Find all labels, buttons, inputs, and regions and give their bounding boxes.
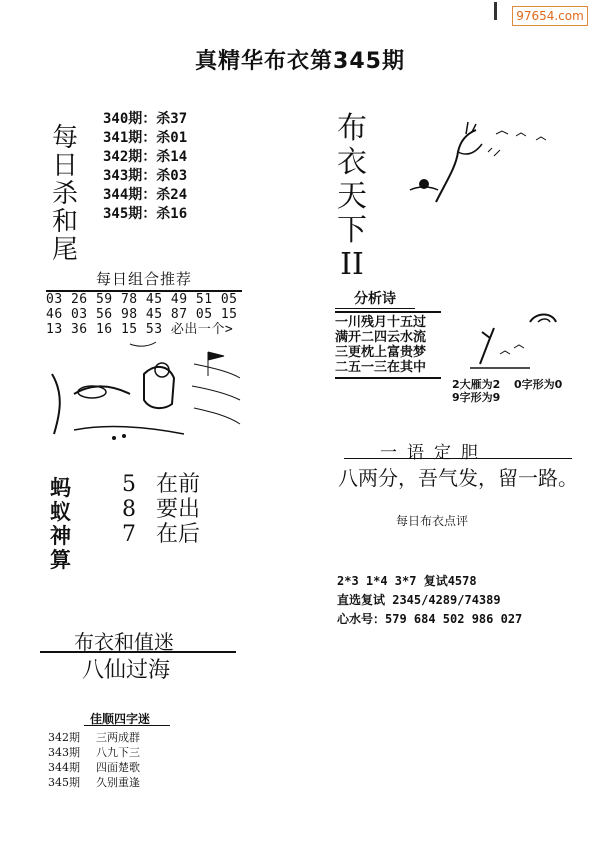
poem-heading: 分析诗 xyxy=(335,288,415,309)
combo-row: 46 03 56 98 45 87 05 15 xyxy=(46,307,238,322)
yiyu-heading: 一语定胆 xyxy=(380,443,488,463)
buyi-heading-char: II xyxy=(340,247,364,282)
pick-row: 心水号：579 684 502 986 027 xyxy=(337,612,523,626)
combo-heading: 每日组合推荐 xyxy=(46,268,242,292)
kill-row: 340期：杀37 xyxy=(103,111,188,127)
divider xyxy=(84,725,170,726)
kill-row: 342期：杀14 xyxy=(103,149,188,165)
buyi-heading-char: 布 xyxy=(337,111,367,146)
buyi-heading-char: 衣 xyxy=(337,145,367,180)
combo-panel xyxy=(46,268,242,337)
ant-heading-char: 蚂 xyxy=(50,476,71,500)
pick-row: 2*3 1*4 3*7 复试4578 xyxy=(337,574,477,588)
daily-kill-heading-char: 每 xyxy=(51,123,78,153)
four-char-row: 343期 八九下三 xyxy=(48,746,140,759)
geese-sketch-icon xyxy=(460,298,570,372)
ant-heading-char: 神 xyxy=(50,524,71,548)
picks-list xyxy=(337,572,522,629)
poem-line: 三更枕上富贵梦 xyxy=(335,345,427,360)
poem-line: 一川残月十五过 xyxy=(335,315,427,330)
buyi-heading-char: 天 xyxy=(337,179,367,214)
four-char-row: 342期 三两成群 xyxy=(48,731,140,744)
four-char-row: 345期 久别重逢 xyxy=(48,776,140,789)
ant-heading xyxy=(50,476,76,572)
poem-line: 满开二四云水流 xyxy=(335,330,427,345)
page-title: 真精华布衣第345期 xyxy=(195,49,405,74)
yiyu-text: 八两分，吾气发，留一路。 xyxy=(338,466,578,490)
fisherman-sketch-icon xyxy=(44,334,244,446)
daily-kill-heading-char: 杀 xyxy=(51,179,78,209)
ant-row: 8 要出 xyxy=(122,497,201,522)
ant-list xyxy=(122,472,200,547)
poem-lines xyxy=(335,311,441,379)
daily-kill-heading xyxy=(50,124,80,264)
riddle-answer: 八仙过海 xyxy=(82,658,171,683)
kill-row: 345期：杀16 xyxy=(103,206,188,222)
riddle-heading: 布衣和值迷 xyxy=(74,630,174,654)
ant-heading-char: 算 xyxy=(50,548,71,572)
landscape-sketch-icon xyxy=(396,112,566,208)
daily-kill-heading-char: 日 xyxy=(51,151,78,181)
daily-kill-list xyxy=(103,110,187,224)
ant-row: 7 在后 xyxy=(122,522,201,547)
buyi-heading xyxy=(334,112,370,282)
dianping-heading: 每日布衣点评 xyxy=(396,514,469,528)
poem-panel xyxy=(335,288,441,379)
daily-kill-heading-char: 和 xyxy=(51,207,78,237)
four-char-heading: 佳顺四字迷 xyxy=(90,712,151,726)
four-char-row: 344期 四面楚歌 xyxy=(48,761,140,774)
combo-row: 03 26 59 78 45 49 51 05 xyxy=(46,292,238,307)
poem-note: 2大雁为2 xyxy=(452,378,501,391)
site-watermark: 97654.com xyxy=(512,6,588,26)
pick-row: 直选复试 2345/4289/74389 xyxy=(337,593,501,607)
buyi-heading-char: 下 xyxy=(337,213,367,248)
kill-row: 344期：杀24 xyxy=(103,187,188,203)
kill-row: 341期：杀01 xyxy=(103,130,188,146)
poem-note: 0字形为0 xyxy=(514,378,563,391)
poem-line: 二五一三在其中 xyxy=(335,360,427,375)
ant-row: 5 在前 xyxy=(122,472,201,497)
kill-row: 343期：杀03 xyxy=(103,168,188,184)
divider xyxy=(344,458,572,459)
daily-kill-heading-char: 尾 xyxy=(51,235,78,265)
four-char-list xyxy=(48,730,140,790)
corner-mark xyxy=(494,2,497,20)
poem-note: 9字形为9 xyxy=(452,391,501,404)
ant-heading-char: 蚁 xyxy=(50,500,71,524)
combo-row: 13 36 16 15 53 必出一个> xyxy=(46,322,234,337)
